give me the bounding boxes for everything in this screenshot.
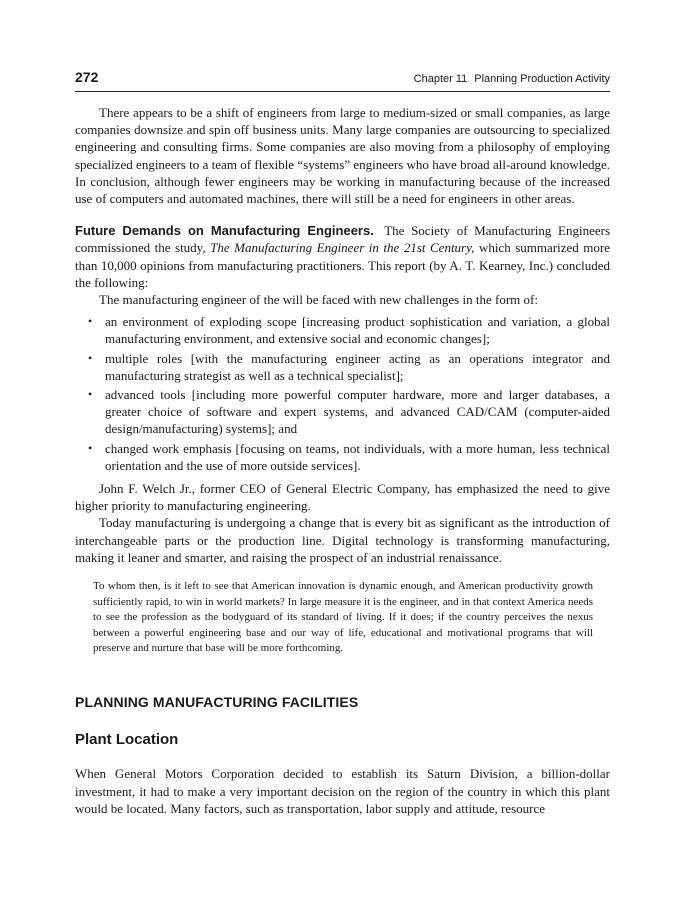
header-rule	[75, 91, 610, 92]
chapter-title: Planning Production Activity	[474, 73, 610, 85]
subsection-heading: Plant Location	[75, 731, 179, 749]
body-text	[75, 104, 610, 817]
paragraph-engineer-shift: There appears to be a shift of engineers from large to medium-sized or small companies, as large companies downsize and spin off business units. Many large companies are outsourcing to specialized engineering and consulting firms. Some companies are also moving from a philosophy of employing specialized engineers to a team of flexible “systems” engineers who have broad all-around knowledge. In conclusion, although fewer engineers may be working in manufacturing because of the increased use of computers and automated machines, there will still be a need for engineers in other areas.	[75, 105, 610, 207]
paragraph-digital-change: Today manufacturing is undergoing a change that is every bit as significant as the introduction of interchangeable parts or the production line. Digital technology is transforming manufacturing, making it leaner and smarter, and raising the prospect of an industrial renaissance.	[75, 515, 610, 565]
chapter-label: Chapter 11	[413, 73, 468, 85]
paragraph-welch: John F. Welch Jr., former CEO of General Electric Company, has emphasized the need to give higher priority to manufacturing engineering.	[75, 481, 610, 514]
list-item: • an environment of exploding scope [increasing product sophistication and variation, a global manufacturing environment, and extensive social and economic changes];	[88, 314, 610, 347]
list-item: • changed work emphasis [focusing on teams, not individuals, with a more human, less technical orientation and the use of more outside services].	[88, 440, 610, 473]
paragraph-plant-location: When General Motors Corporation decided to establish its Saturn Division, a billion-dollar investment, it had to make a very important decision on the region of the country in which this plant would be located. Many factors, such as transportation, labor supply and attitude, resource	[75, 766, 610, 816]
paragraph-challenges-intro: The manufacturing engineer of the will be faced with new challenges in the form of:	[99, 292, 538, 308]
list-item: • advanced tools [including more powerful computer hardware, more and larger databases, a greater choice of software and expert systems, and advanced CAD/CAM (computer-aided design/manufacturing) systems]; and	[88, 387, 610, 437]
list-item: • multiple roles [with the manufacturing engineer acting as an operations integrator and manufacturing strategist as well as a technical specialist];	[88, 350, 610, 383]
future-demands-heading: Future Demands on Manufacturing Engineers.	[75, 223, 374, 239]
page-header	[75, 69, 610, 89]
running-head	[414, 73, 610, 85]
study-title: The Manufacturing Engineer in the 21st Century,	[210, 240, 475, 256]
bullet-marker: •	[88, 314, 93, 329]
paragraph-future-demands	[75, 222, 610, 291]
section-heading: PLANNING MANUFACTURING FACILITIES	[75, 694, 359, 711]
bullet-marker: •	[88, 440, 93, 455]
challenges-list	[75, 313, 610, 474]
bullet-marker: •	[88, 387, 93, 402]
block-quote: To whom then, is it left to see that American innovation is dynamic enough, and American productivity growth sufficiently rapid, to win in world markets? In large measure it is the engineer, and in that context America needs to see the profession as the bodyguard of its standard of living. If it does; if the country perceives the nexus between a powerful engineering base and our way of life, educational and motivational programs that will preserve and nurture that base will be more forthcoming.	[93, 580, 593, 655]
future-demands-text-a: The Society of Manufacturing Engineers commissioned the study,	[75, 223, 611, 256]
page-number: 272	[75, 69, 99, 85]
future-demands-text-b: which summarized more than 10,000 opinions from manufacturing practitioners. This report (by A. T. Kearney, Inc.) concluded the following:	[75, 240, 610, 290]
bullet-marker: •	[88, 350, 93, 365]
